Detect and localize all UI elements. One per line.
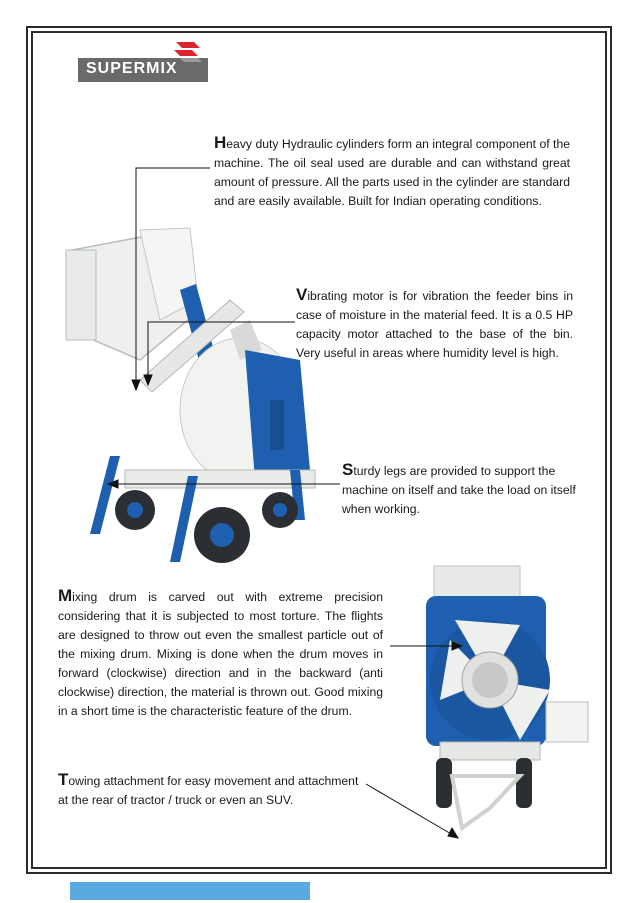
upper-machine-image bbox=[66, 228, 315, 563]
logo-wordmark: SUPERMIX bbox=[86, 60, 178, 77]
dropcap-letter: S bbox=[342, 460, 354, 479]
paragraph-text: owing attachment for easy movement and attachment at the rear of tractor / truck or even an SUV. bbox=[58, 774, 359, 807]
sturdy-legs-description bbox=[342, 460, 578, 519]
lower-machine-image bbox=[426, 566, 588, 828]
towing-attachment-description bbox=[58, 770, 368, 810]
dropcap-letter: T bbox=[58, 770, 69, 789]
paragraph-text: ixing drum is carved out with extreme precision considering that it is subjected to most torture. The flights are designed to throw out even the smallest particle out of the mixing drum. Mixing is done when the drum moves in forward (clockwise) direction and in the backward (anti clockwise) direction, the material is thrown out. Good mixing in a short time is the characteristic feature of the drum. bbox=[58, 590, 383, 718]
dropcap-letter: V bbox=[296, 285, 308, 304]
paragraph-text: turdy legs are provided to support the machine on itself and take the load on itself when working. bbox=[342, 464, 576, 516]
dropcap-letter: M bbox=[58, 586, 73, 605]
paragraph-text: eavy duty Hydraulic cylinders form an integral component of the machine. The oil seal used are durable and can withstand great amount of pressure. All the parts used in the cylinder are standard and are easily available. Built for Indian operating conditions. bbox=[214, 137, 570, 208]
vibrating-motor-description bbox=[296, 285, 573, 363]
footer-accent-bar bbox=[70, 882, 310, 900]
mixing-drum-description bbox=[58, 586, 383, 721]
hydraulic-cylinder-description bbox=[214, 133, 570, 211]
paragraph-text: ibrating motor is for vibration the feeder bins in case of moisture in the material feed. It is a 0.5 HP capacity motor attached to the base of the bin. Very useful in areas where humidity level is high. bbox=[296, 289, 573, 360]
dropcap-letter: H bbox=[214, 133, 227, 152]
